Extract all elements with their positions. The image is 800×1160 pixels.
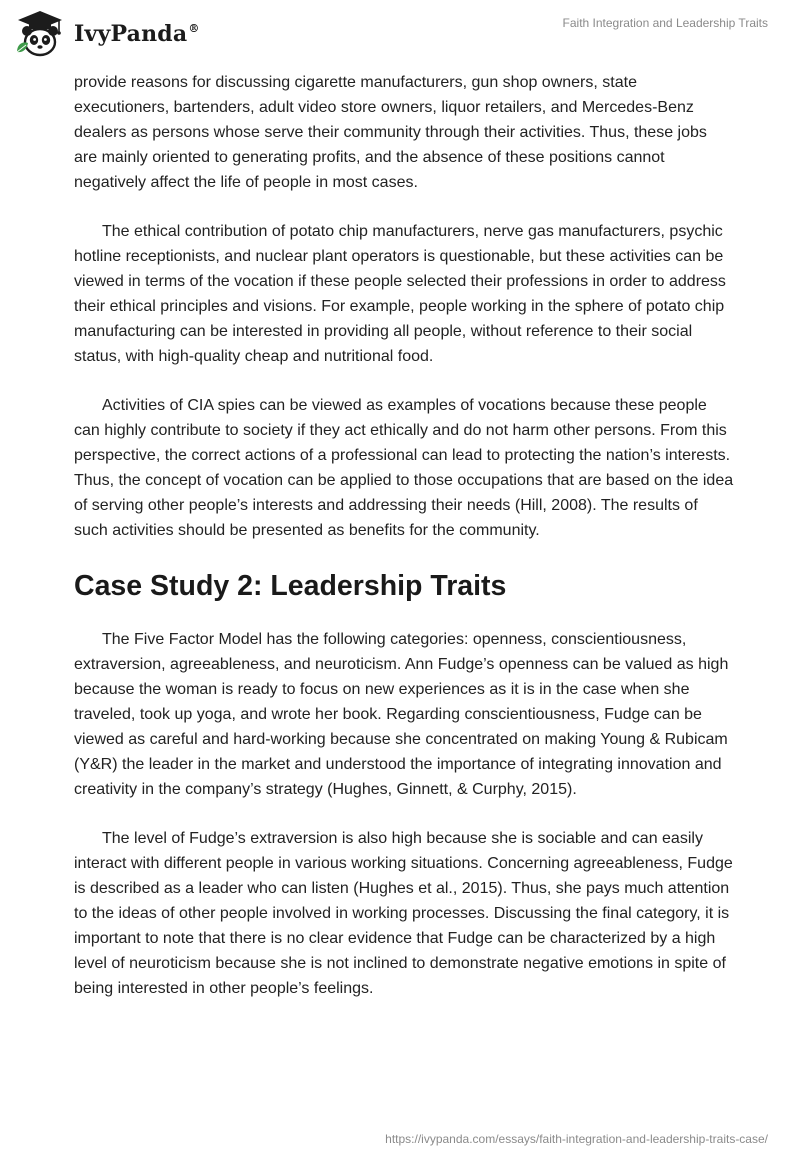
page-header	[0, 0, 800, 70]
logo-wordmark	[74, 21, 200, 47]
registered-mark: ®	[188, 22, 200, 35]
article-body	[74, 70, 734, 1025]
paragraph-continued: provide reasons for discussing cigarette manufacturers, gun shop owners, state executioners, bartenders, adult video store owners, liquor retailers, and Mercedes-Benz dealers as persons whose serve their community through their activities. Thus, these jobs are mainly oriented to generating profits, and the absence of these positions cannot negatively affect the life of people in most cases.	[74, 74, 707, 191]
paragraph-five-factor-model: The Five Factor Model has the following categories: openness, conscientiousness, extraversion, agreeableness, and neuroticism. Ann Fudge’s openness can be valued as high because the woman is ready to focus on new experiences as it is in the case when she traveled, took up yoga, and wrote her book. Regarding conscientiousness, Fudge can be viewed as careful and hard-working because she concentrated on making Young & Rubicam (Y&R) the leader in the market and understood the importance of integrating innovation and creativity in the company’s strategy (Hughes, Ginnett, & Curphy, 2015).	[74, 631, 729, 798]
source-url[interactable]: https://ivypanda.com/essays/faith-integration-and-leadership-traits-case/	[385, 1132, 768, 1146]
paragraph-cia-spies: Activities of CIA spies can be viewed as examples of vocations because these people can highly contribute to society if they act ethically and do not harm other persons. From this perspective, the correct actions of a professional can lead to protecting the nation’s interests. Thus, the concept of vocation can be applied to those occupations that are based on the idea of serving other people’s interests and addressing their needs (Hill, 2008). The results of such activities should be presented as benefits for the community.	[74, 397, 734, 539]
section-heading: Case Study 2: Leadership Traits	[74, 570, 507, 602]
paragraph-extraversion: The level of Fudge’s extraversion is also high because she is sociable and can easily interact with different people in various working situations. Concerning agreeableness, Fudge is described as a leader who can listen (Hughes et al., 2015). Thus, she pays much attention to the ideas of other people involved in working processes. Discussing the final category, it is important to note that there is no clear evidence that Fudge can be characterized by a high level of neuroticism because she is not inclined to demonstrate negative emotions in spite of being interested in other people’s feelings.	[74, 830, 733, 997]
running-title: Faith Integration and Leadership Traits	[562, 16, 768, 30]
ivypanda-logo[interactable]	[14, 8, 200, 60]
logo-name: IvyPanda	[74, 21, 188, 47]
paragraph-ethical-contribution: The ethical contribution of potato chip manufacturers, nerve gas manufacturers, psychic hotline receptionists, and nuclear plant operators is questionable, but these activities can be viewed in terms of the vocation if these people selected their professions in order to address their ethical principles and visions. For example, people working in the sphere of potato chip manufacturing can be interested in providing all people, without reference to their social status, with high-quality cheap and nutritional food.	[74, 223, 726, 365]
panda-graduate-icon	[14, 8, 66, 60]
